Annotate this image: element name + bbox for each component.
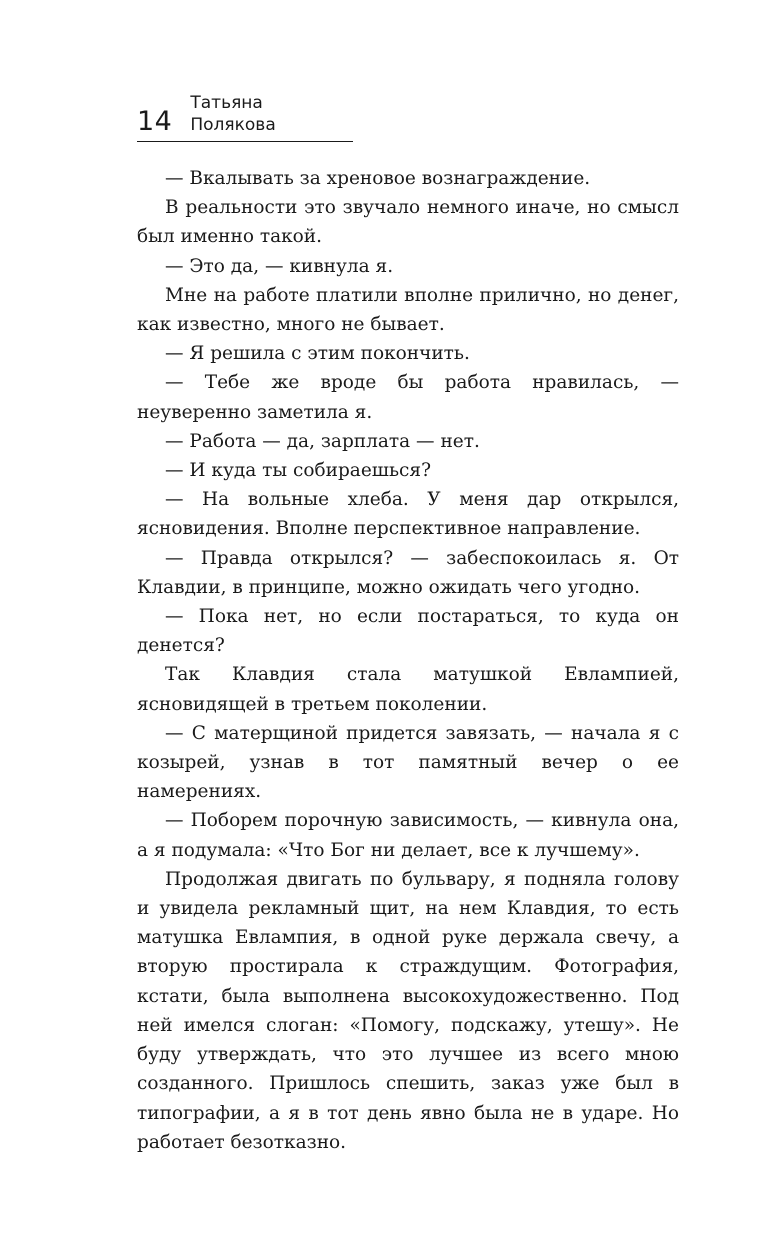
paragraph: — Правда открылся? — забеспокоилась я. От Клавдии, в принципе, можно ожидать чего угодно. xyxy=(137,547,679,598)
paragraph: Продолжая двигать по бульвару, я подняла голову и увидела рекламный щит, на нем Клавдия, то есть матушка Евлампия, в одной руке держала свечу, а вторую простирала к страждущим. Фотография, кстати, была выполнена высокохудожественно. Под ней имелся слоган: «Помогу, подскажу, утешу». Не буду утверждать, что это лучшее из всего мною созданного. Пришлось спешить, заказ уже был в типографии, а я в тот день явно была не в ударе. Но работает безотказно. xyxy=(137,868,679,1153)
author-name: Татьяна Полякова xyxy=(190,93,276,135)
paragraph: Так Клавдия стала матушкой Евлампией, ясновидящей в третьем поколении. xyxy=(137,664,679,715)
paragraph: — Вкалывать за хреновое вознаграждение. xyxy=(165,168,591,189)
paragraph: — Это да, — кивнула я. xyxy=(165,255,394,277)
paragraph: — И куда ты собираешься? xyxy=(165,460,431,482)
paragraph: — Поборем порочную зависимость, — кивнула она, а я подумала: «Что Бог ни делает, все к лучшему». xyxy=(137,810,679,861)
running-header xyxy=(137,92,353,142)
paragraph: — Работа — да, зарплата — нет. xyxy=(165,430,480,452)
paragraph: — На вольные хлеба. У меня дар открылся, ясновидения. Вполне перспективное направление. xyxy=(137,489,679,540)
book-page xyxy=(137,92,679,1157)
paragraph: — С матерщиной придется завязать, — начала я с козырей, узнав в тот памятный вечер о ее намерениях. xyxy=(137,722,679,803)
page-number: 14 xyxy=(137,106,173,137)
paragraph: Мне на работе платили вполне прилично, но денег, как известно, много не бывает. xyxy=(137,284,679,336)
paragraph: — Пока нет, но если постараться, то куда он денется? xyxy=(137,606,679,657)
paragraph: — Тебе же вроде бы работа нравилась, — неуверенно заметила я. xyxy=(137,372,679,423)
body-text xyxy=(137,164,679,1157)
paragraph: В реальности это звучало немного иначе, но смысл был именно такой. xyxy=(137,197,679,248)
paragraph: — Я решила с этим покончить. xyxy=(165,343,470,365)
